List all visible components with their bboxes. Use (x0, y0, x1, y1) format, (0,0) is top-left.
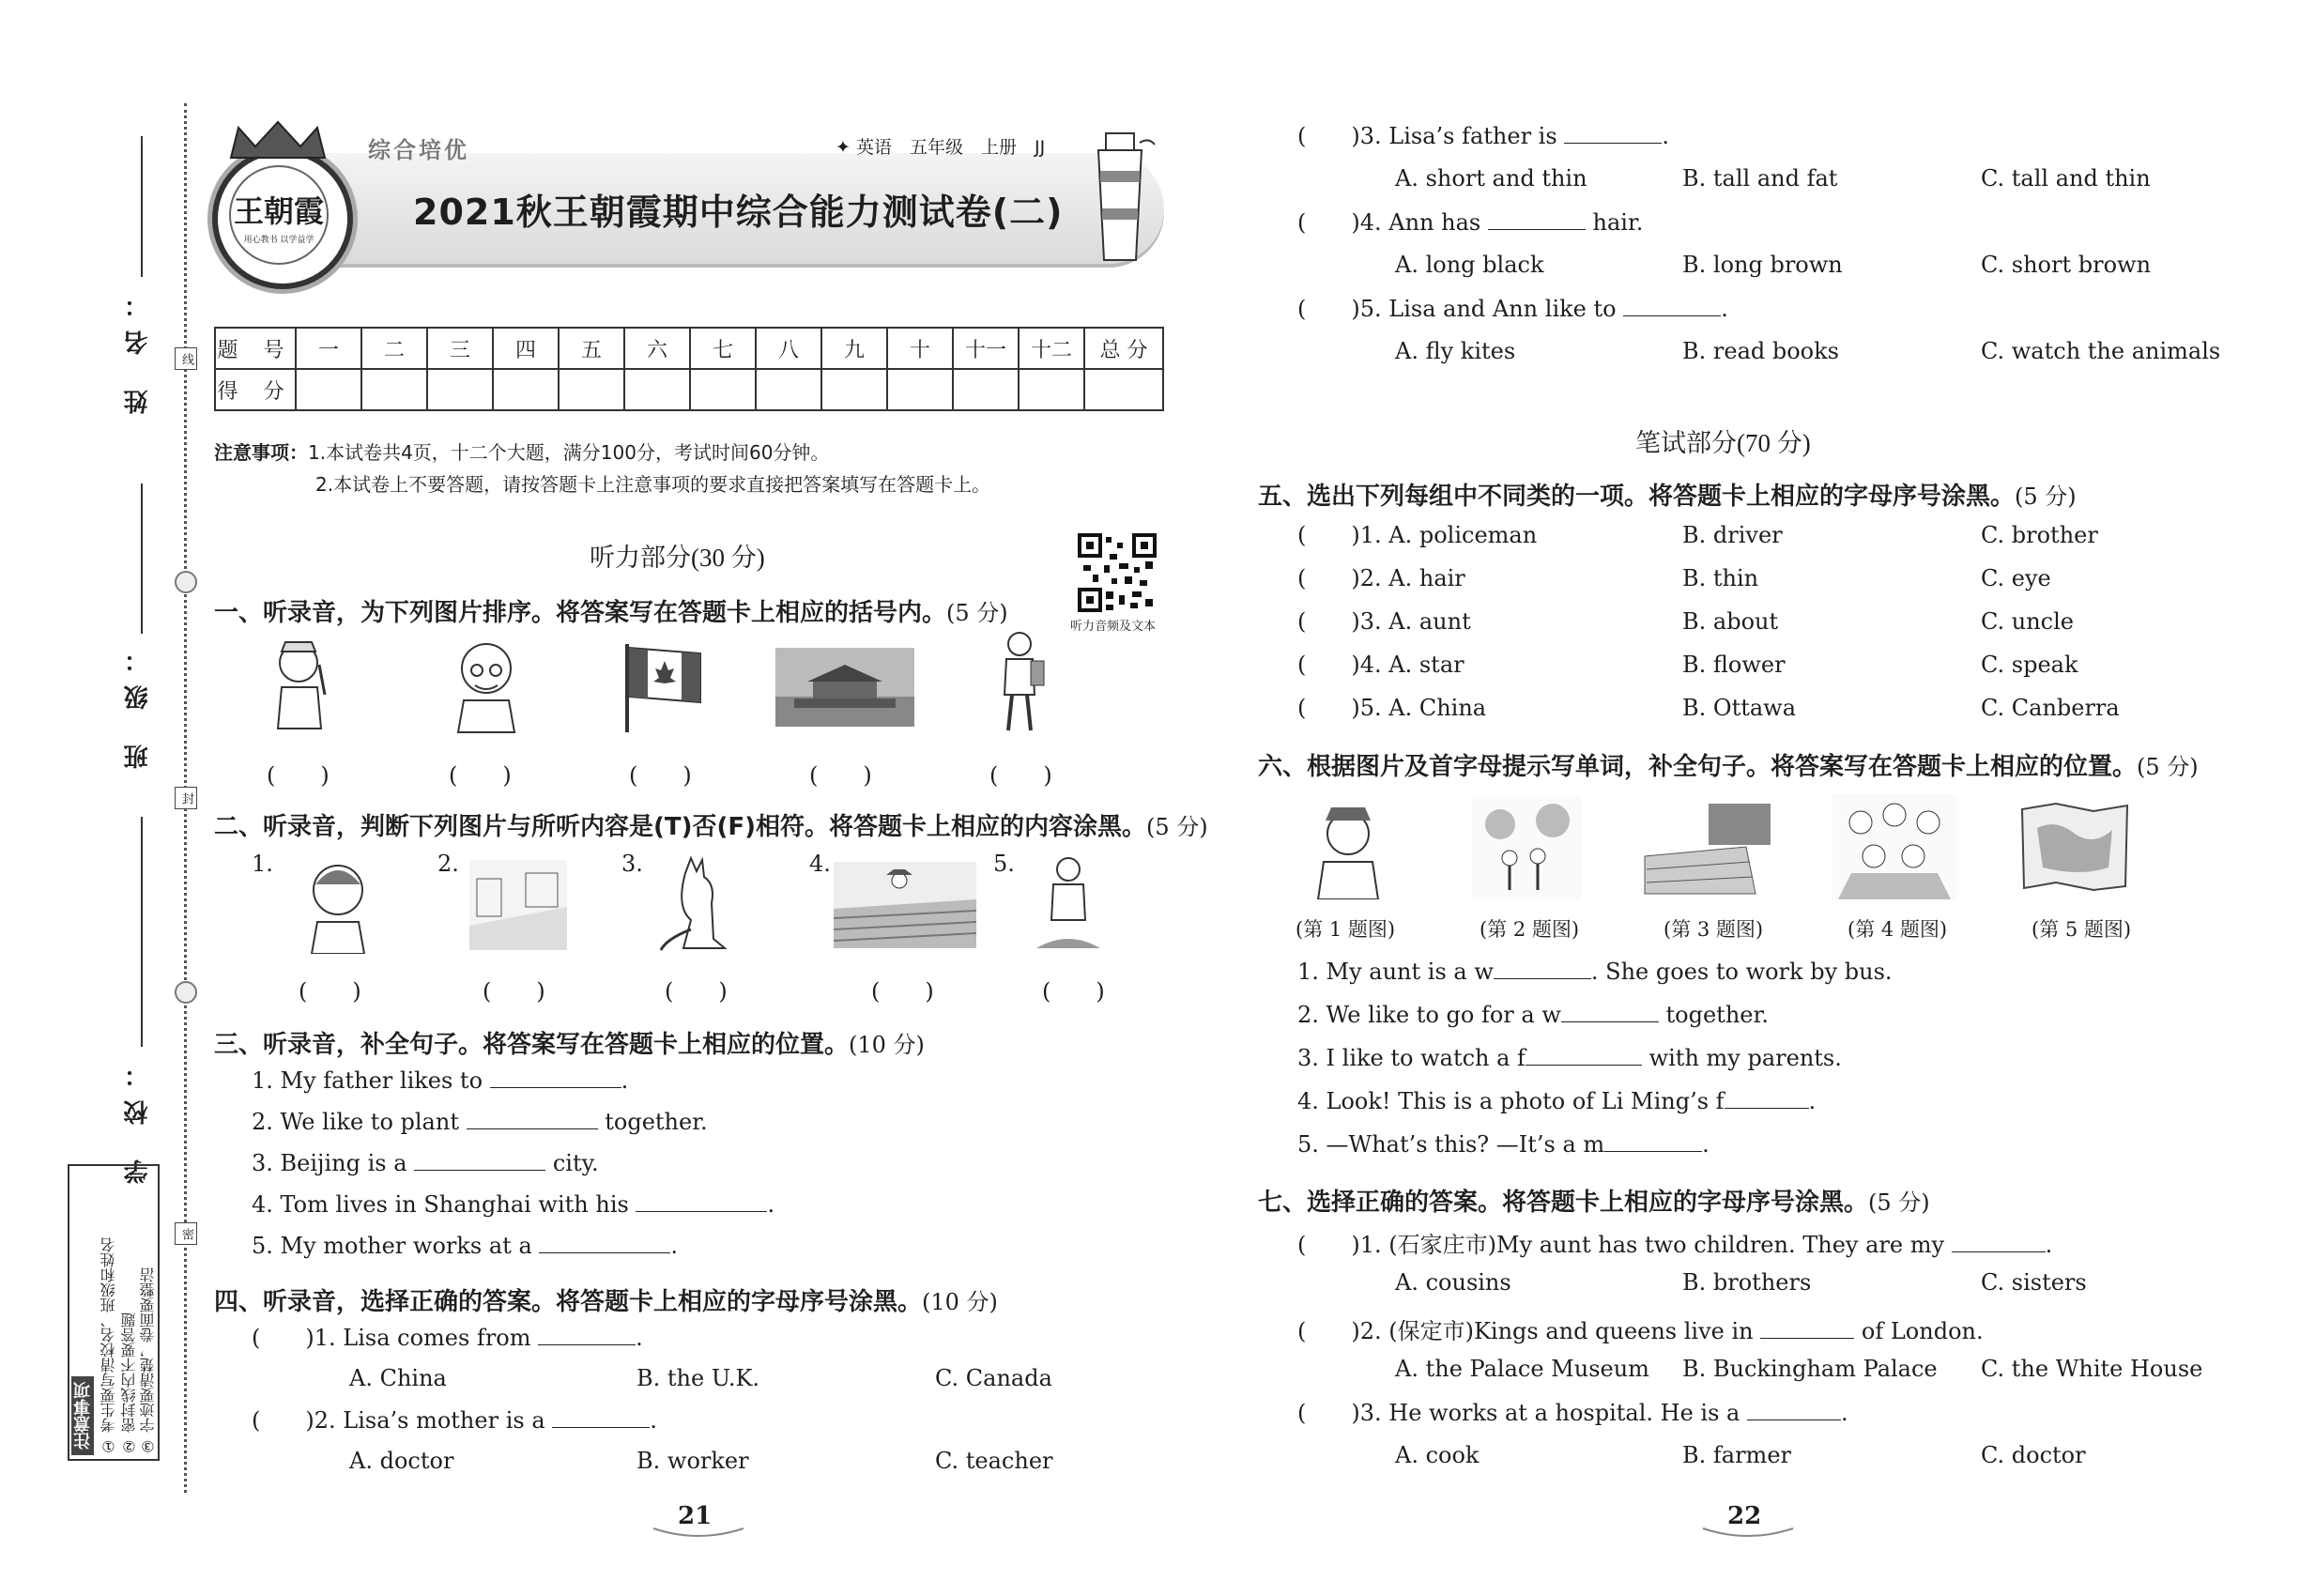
notes-label: 注意事项： (214, 441, 308, 464)
logo-sub: 用心教书 以学益学 (243, 236, 314, 245)
man-picture (1031, 854, 1106, 952)
s6-caption-5: (第 5 题图) (2032, 918, 2132, 941)
fill-blank[interactable] (1561, 1001, 1659, 1022)
writing-title: 笔试部分 (1635, 429, 1737, 458)
s3-text: 2. We like to plant (252, 1109, 459, 1135)
s5-option-a[interactable]: )2. A. hair (1351, 565, 1465, 591)
s5-option-a[interactable]: )1. A. policeman (1351, 522, 1538, 548)
score-input[interactable] (821, 369, 887, 410)
s3-item-1: 1. My father likes to . (252, 1067, 629, 1094)
seal-char-2: 封 (175, 787, 197, 809)
s6-item-2 (1297, 1001, 1769, 1028)
logo-text: 王朝霞 (233, 193, 324, 229)
s4-question-2: ( )2. Lisa’s mother is a . (252, 1407, 657, 1434)
s4-option-a[interactable]: A. fly kites (1395, 338, 1516, 364)
s7-option-b[interactable]: B. farmer (1682, 1442, 1791, 1468)
score-cell: 四 (493, 328, 559, 369)
answer-paren-1[interactable]: ( ) (267, 762, 330, 789)
s7-q-text: )3. He works at a hospital. He is a (1351, 1400, 1740, 1426)
section-5-points: (5 分) (2015, 483, 2077, 510)
boy-picture (304, 856, 372, 954)
s6-pre: 1. My aunt is a w (1297, 959, 1494, 985)
score-cell: 五 (559, 328, 624, 369)
s3-text-end: city. (552, 1150, 599, 1176)
score-table (214, 327, 1164, 411)
fill-blank[interactable] (1747, 1399, 1841, 1420)
score-cell: 三 (427, 328, 493, 369)
street-picture (469, 860, 567, 950)
s7-question-2: ( )2. (保定市)Kings and queens live in of London. (1297, 1318, 1984, 1344)
series-label: 综合培优 (368, 137, 469, 163)
notes-line-1 (214, 437, 829, 465)
s4-q-end: . (650, 1407, 657, 1434)
name-line (141, 136, 143, 277)
section-2-points: (5 分) (1146, 814, 1208, 840)
score-cell: 八 (756, 328, 821, 369)
score-cell: 九 (821, 328, 887, 369)
s6-caption-1: (第 1 题图) (1296, 918, 1396, 941)
score-input[interactable] (559, 369, 624, 410)
s5-item-1: ( )1. A. policeman (1297, 522, 1538, 548)
s2-number: 1. (252, 851, 273, 877)
s5-option-a[interactable]: )4. A. star (1351, 652, 1464, 678)
section-7-points: (5 分) (1868, 1189, 1930, 1216)
walk-picture (1472, 796, 1581, 899)
score-input[interactable] (427, 369, 493, 410)
section-7-title (1258, 1183, 1930, 1218)
notice-item-3: ③ 字迹要清楚，卷面要整洁 (139, 1266, 157, 1455)
fill-blank[interactable] (1952, 1231, 2046, 1252)
s7-q-text: )1. (石家庄市)My aunt has two children. They are my (1351, 1232, 1945, 1258)
school-line (141, 817, 143, 1047)
s5-option-b[interactable]: B. driver (1682, 522, 1783, 548)
s4-q-end: . (636, 1325, 643, 1351)
grandpa-picture (449, 631, 524, 734)
s5-option-b[interactable]: B. Ottawa (1682, 695, 1797, 721)
s5-item-3: ( )3. A. aunt (1297, 608, 1471, 635)
section-4-title (214, 1282, 998, 1317)
s7-option-c[interactable]: C. the White House (1981, 1356, 2203, 1382)
score-input[interactable] (296, 369, 361, 410)
s4-question-1: ( )1. Lisa comes from . (252, 1325, 643, 1351)
s6-post: . (1702, 1131, 1710, 1158)
score-cell: 十 (887, 328, 953, 369)
notice-item-1: ① 考生要写清校名、班级和姓名 (100, 1236, 117, 1455)
score-cell: 二 (361, 328, 427, 369)
s4-option-c[interactable]: C. short brown (1981, 252, 2152, 278)
score-cell: 十一 (953, 328, 1019, 369)
s7-q-text: )2. (保定市)Kings and queens live in (1351, 1318, 1754, 1344)
notice-title: 注意事项 (71, 1376, 94, 1455)
s6-pre: 5. —What’s this? —It’s a m (1297, 1131, 1605, 1158)
edition-meta-text: 英语 五年级 上册 JJ (855, 137, 1046, 158)
boy-hiker-picture (988, 627, 1053, 738)
nurse-picture (263, 631, 338, 734)
s4-q-text: )5. Lisa and Ann like to (1351, 296, 1617, 322)
star-icon: ✦ (836, 137, 851, 158)
s3-item-4: 4. Tom lives in Shanghai with his . (252, 1191, 775, 1218)
score-input[interactable] (1084, 369, 1163, 410)
page-ornament-right (1701, 1527, 1795, 1540)
answer-paren-4[interactable]: ( ) (809, 762, 872, 789)
s6-item-3 (1297, 1044, 1842, 1071)
s3-text: 4. Tom lives in Shanghai with his (252, 1191, 629, 1218)
s4-option-a[interactable]: A. doctor (349, 1448, 454, 1474)
s5-option-b[interactable]: B. thin (1682, 565, 1759, 591)
s5-option-a[interactable]: )3. A. aunt (1351, 608, 1471, 635)
score-cell: 七 (690, 328, 756, 369)
s5-option-c[interactable]: C. Canberra (1981, 695, 2120, 721)
s5-option-b[interactable]: B. flower (1682, 652, 1786, 678)
s4-question-3: ( )3. Lisa’s father is . (1297, 123, 1669, 149)
score-cell: 总 分 (1084, 328, 1163, 369)
writing-part-title (1635, 422, 1811, 459)
s4-option-c[interactable]: C. Canada (935, 1365, 1052, 1391)
seal-char-3: 密 (175, 1222, 197, 1245)
binding-hole-2 (175, 981, 197, 1004)
s4-option-b[interactable]: B. long brown (1682, 252, 1843, 278)
notes-line-2: 2.本试卷上不要答题，请按答题卡上注意事项的要求直接把答案填写在答题卡上。 (315, 473, 991, 496)
s7-question-1: ( )1. (石家庄市)My aunt has two children. They are my . (1297, 1232, 2053, 1258)
tf-paren-1[interactable]: ( ) (299, 978, 361, 1005)
score-input[interactable] (887, 369, 953, 410)
s6-pre: 2. We like to go for a w (1297, 1002, 1561, 1028)
section-1-title (214, 593, 1008, 628)
fill-blank[interactable] (1760, 1317, 1854, 1339)
tiananmen-picture (775, 648, 914, 727)
binding-hole-1 (175, 571, 197, 593)
score-input[interactable] (690, 369, 756, 410)
s7-option-c[interactable]: C. sisters (1981, 1269, 2087, 1296)
s7-q-end: . (1840, 1400, 1848, 1426)
s5-option-c[interactable]: C. brother (1981, 522, 2098, 548)
fill-blank[interactable] (414, 1149, 545, 1171)
s4-option-c[interactable]: C. watch the animals (1981, 338, 2221, 364)
s5-item-4: ( )4. A. star (1297, 652, 1464, 678)
section-3-title (214, 1025, 925, 1060)
answer-paren-2[interactable]: ( ) (449, 762, 512, 789)
class-line (141, 483, 143, 634)
tf-paren-4[interactable]: ( ) (871, 978, 934, 1005)
section-2-text: 二、听录音，判断下列图片与所听内容是(T)否(F)相符。将答题卡上相应的内容涂黑。 (214, 813, 1147, 841)
fill-blank[interactable] (1494, 958, 1591, 979)
s3-item-2 (252, 1108, 708, 1135)
score-value-row (215, 369, 1163, 410)
s4-option-b[interactable]: B. the U.K. (636, 1365, 760, 1391)
s7-q-end: . (2045, 1232, 2053, 1258)
score-label: 得 分 (215, 369, 296, 410)
kangaroo-picture (657, 854, 732, 952)
section-3-points: (10 分) (849, 1032, 925, 1058)
s7-option-a[interactable]: A. cousins (1395, 1269, 1511, 1296)
farm-picture (834, 862, 976, 948)
s7-option-b[interactable]: B. Buckingham Palace (1682, 1356, 1938, 1382)
fill-blank[interactable] (636, 1190, 767, 1212)
tf-paren-3[interactable]: ( ) (665, 978, 728, 1005)
s4-option-a[interactable]: A. short and thin (1395, 165, 1587, 192)
score-cell: 十二 (1019, 328, 1084, 369)
fill-blank[interactable] (490, 1067, 621, 1088)
score-input[interactable] (624, 369, 690, 410)
fill-blank[interactable] (552, 1406, 650, 1428)
s6-pre: 4. Look! This is a photo of Li Ming’s f (1297, 1088, 1725, 1114)
s7-option-a[interactable]: A. cook (1395, 1442, 1480, 1468)
score-input[interactable] (361, 369, 427, 410)
section-2-title (214, 807, 1208, 842)
s7-question-3: ( )3. He works at a hospital. He is a . (1297, 1400, 1848, 1426)
s4-q-text: )4. Ann has (1351, 209, 1481, 236)
section-1-points: (5 分) (946, 600, 1008, 626)
s6-caption-3: (第 3 题图) (1664, 918, 1764, 941)
worker-woman-picture (1311, 796, 1386, 899)
lighthouse-icon (1078, 124, 1162, 265)
s6-item-5 (1297, 1130, 1710, 1158)
s5-option-c[interactable]: C. eye (1981, 565, 2051, 591)
score-cell: 题 号 (215, 328, 296, 369)
map-picture (2018, 800, 2131, 894)
score-input[interactable] (1019, 369, 1084, 410)
qr-code[interactable] (1078, 533, 1157, 612)
s5-option-c[interactable]: C. uncle (1981, 608, 2074, 635)
s4-option-b[interactable]: B. tall and fat (1682, 165, 1838, 192)
s5-item-5: ( )5. A. China (1297, 695, 1487, 721)
notice-box (68, 1164, 160, 1461)
s6-post: . She goes to work by bus. (1590, 959, 1893, 985)
publisher-logo (212, 148, 353, 289)
fill-blank[interactable] (1488, 208, 1586, 230)
fill-blank[interactable] (1564, 122, 1662, 144)
s5-item-2: ( )2. A. hair (1297, 565, 1465, 591)
fill-blank[interactable] (1526, 1044, 1642, 1066)
fill-blank[interactable] (1604, 1130, 1702, 1152)
s4-option-b[interactable]: B. worker (636, 1448, 749, 1474)
canada-flag-picture (621, 642, 704, 732)
s2-number: 4. (809, 851, 831, 877)
section-7-text: 七、选择正确的答案。将答题卡上相应的字母序号涂黑。 (1258, 1189, 1869, 1217)
page-title: 2021秋王朝霞期中综合能力测试卷(二) (413, 192, 1064, 233)
s4-option-b[interactable]: B. read books (1682, 338, 1839, 364)
s3-text: 1. My father likes to (252, 1067, 483, 1094)
s6-item-4 (1297, 1087, 1816, 1114)
section-4-text: 四、听录音，选择正确的答案。将答题卡上相应的字母序号涂黑。 (214, 1288, 923, 1316)
score-cell: 一 (296, 328, 361, 369)
s5-option-a[interactable]: )5. A. China (1351, 695, 1487, 721)
section-6-text: 六、根据图片及首字母提示写单词，补全句子。将答案写在答题卡上相应的位置。 (1258, 753, 2138, 781)
class-label: 班 级： (124, 635, 152, 770)
s4-q-text: )1. Lisa comes from (305, 1325, 531, 1351)
s4-q-text: )2. Lisa’s mother is a (305, 1407, 545, 1434)
page-ornament-left (652, 1527, 745, 1540)
listening-points: (30 分) (691, 544, 765, 572)
score-input[interactable] (756, 369, 821, 410)
s5-option-c[interactable]: C. speak (1981, 652, 2078, 678)
fill-blank[interactable] (1725, 1087, 1809, 1109)
s4-question-5: ( )5. Lisa and Ann like to . (1297, 296, 1728, 322)
s7-option-c[interactable]: C. doctor (1981, 1442, 2086, 1468)
s5-option-b[interactable]: B. about (1682, 608, 1779, 635)
s7-q-end: of London. (1861, 1318, 1984, 1344)
page-number-left: 21 (678, 1502, 713, 1530)
score-input[interactable] (493, 369, 559, 410)
score-input[interactable] (953, 369, 1019, 410)
score-header-row (215, 328, 1163, 369)
seal-char-1: 线 (175, 347, 197, 370)
s6-caption-2: (第 2 题图) (1480, 918, 1580, 941)
s7-option-b[interactable]: B. brothers (1682, 1269, 1812, 1296)
answer-paren-3[interactable]: ( ) (629, 762, 692, 789)
cinema-picture (1643, 800, 1774, 896)
s2-number: 2. (437, 851, 459, 877)
fill-blank[interactable] (538, 1324, 636, 1345)
s2-number: 3. (621, 851, 643, 877)
section-5-text: 五、选出下列每组中不同类的一项。将答题卡上相应的字母序号涂黑。 (1258, 483, 2016, 511)
s3-item-3 (252, 1149, 599, 1176)
notes-text-1: 1.本试卷共4页，十二个大题，满分100分，考试时间60分钟。 (308, 441, 830, 464)
s4-q-end: . (1721, 296, 1728, 322)
s3-item-5: 5. My mother works at a . (252, 1233, 679, 1259)
s4-q-end: hair. (1592, 209, 1644, 236)
s4-q-text: )3. Lisa’s father is (1351, 123, 1557, 149)
listening-part-title (590, 537, 765, 574)
name-label: 姓 名： (124, 280, 152, 415)
s6-post: . (1808, 1088, 1817, 1114)
s3-text: 3. Beijing is a (252, 1150, 407, 1176)
s4-option-a[interactable]: A. long black (1395, 252, 1544, 278)
crown-icon (225, 120, 330, 161)
section-6-points: (5 分) (2137, 754, 2199, 780)
edition-meta (836, 133, 1045, 159)
s6-post: together. (1665, 1002, 1769, 1028)
family-picture (1832, 794, 1956, 899)
s7-option-a[interactable]: A. the Palace Museum (1395, 1356, 1649, 1382)
s4-q-end: . (1662, 123, 1669, 149)
s3-text-end: together. (605, 1109, 708, 1135)
s6-caption-4: (第 4 题图) (1848, 918, 1948, 941)
writing-points: (70 分) (1737, 429, 1811, 457)
section-4-points: (10 分) (922, 1289, 998, 1315)
s4-option-c[interactable]: C. tall and thin (1981, 165, 2151, 192)
s4-option-a[interactable]: A. China (349, 1365, 447, 1391)
section-1-text: 一、听录音，为下列图片排序。将答案写在答题卡上相应的括号内。 (214, 599, 947, 627)
s6-pre: 3. I like to watch a f (1297, 1045, 1526, 1071)
tf-paren-5[interactable]: ( ) (1042, 978, 1105, 1005)
s4-question-4: ( )4. Ann has hair. (1297, 209, 1644, 236)
section-6-title (1258, 747, 2199, 782)
fill-blank[interactable] (1623, 295, 1721, 316)
s6-post: with my parents. (1648, 1045, 1842, 1071)
s2-number: 5. (993, 851, 1015, 877)
s3-text: 5. My mother works at a (252, 1233, 532, 1259)
section-5-title (1258, 477, 2077, 512)
qr-caption: 听力音频及文本 (1070, 620, 1157, 634)
fill-blank[interactable] (539, 1232, 670, 1253)
tf-paren-2[interactable]: ( ) (483, 978, 545, 1005)
s4-option-c[interactable]: C. teacher (935, 1448, 1053, 1474)
listening-title: 听力部分 (590, 544, 691, 573)
page-number-right: 22 (1727, 1502, 1762, 1530)
s6-item-1 (1297, 958, 1893, 985)
school-label: 学 校： (124, 1050, 152, 1185)
answer-paren-5[interactable]: ( ) (989, 762, 1052, 789)
section-3-text: 三、听录音，补全句子。将答案写在答题卡上相应的位置。 (214, 1031, 850, 1059)
score-cell: 六 (624, 328, 690, 369)
notice-item-2: ② 密封线内不要答题 (120, 1312, 138, 1455)
fill-blank[interactable] (467, 1108, 598, 1129)
